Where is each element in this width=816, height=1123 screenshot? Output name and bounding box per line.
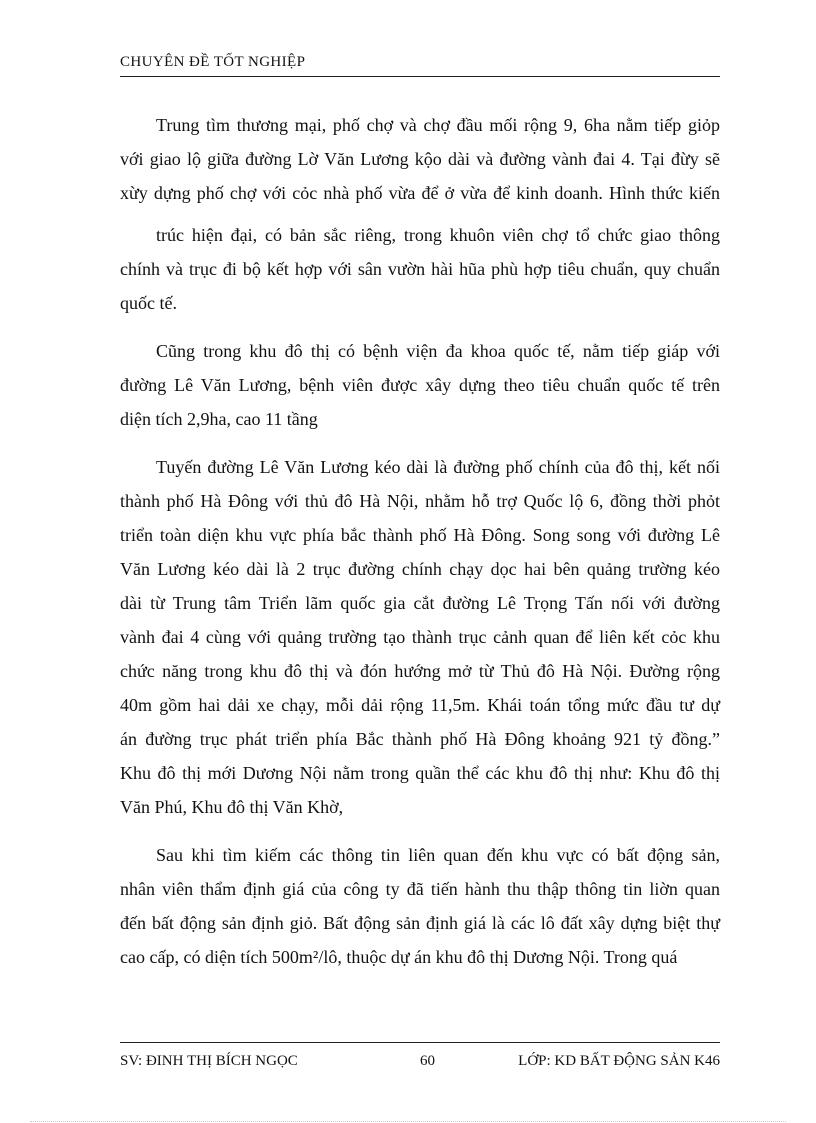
paragraph-5 [120, 838, 720, 974]
text-line: Khu đô thị mới Dương Nội nằm trong quần thể các khu đô thị như: Khu đô thị [120, 763, 720, 783]
text-line: Cũng trong khu đô thị có bệnh viện đa khoa quốc tế, nằm tiếp giáp với [156, 341, 720, 361]
text-line: diện tích 2,9ha, cao 11 tầng [120, 409, 318, 429]
page-header [120, 52, 720, 77]
text-line: án đường trục phát triển phía Bắc thành phố Hà Đông khoảng 921 tỷ đồng.” [120, 729, 720, 749]
text-line: cao cấp, có diện tích 500m²/lô, thuộc dự án khu đô thị Dương Nội. Trong quá [120, 947, 678, 967]
text-line: Tuyến đường Lê Văn Lương kéo dài là đường phố chính của đô thị, kết nối [156, 457, 720, 477]
footer-student-name: SV: ĐINH THỊ BÍCH NGỌC [120, 1053, 298, 1069]
text-line: đường Lê Văn Lương, bệnh viên được xây dựng theo tiêu chuẩn quốc tế trên [120, 375, 720, 395]
text-line: Văn Lương kéo dài là 2 trục đường chính chạy dọc hai bên quảng trường kéo [120, 559, 720, 579]
text-line: thành phố Hà Đông với thủ đô Hà Nội, nhằm hỗ trợ Quốc lộ 6, đồng thời phỏt [120, 491, 720, 511]
paragraph-1 [120, 108, 720, 210]
paragraph-4 [120, 450, 720, 824]
text-line: Sau khi tìm kiếm các thông tin liên quan đến khu vực có bất động sản, [156, 845, 720, 865]
document-body [120, 108, 720, 974]
text-line: Văn Phú, Khu đô thị Văn Khờ, [120, 797, 344, 817]
paragraph-3 [120, 334, 720, 436]
text-line: nhân viên thẩm định giá của công ty đã tiến hành thu thập thông tin liờn quan [120, 879, 720, 899]
text-line: trúc hiện đại, có bản sắc riêng, trong khuôn viên chợ tổ chức giao thông [156, 225, 720, 245]
text-line: Trung tìm thương mại, phố chợ và chợ đầu mối rộng 9, 6ha nằm tiếp giỏp [156, 115, 720, 135]
footer-class-name: LỚP: KD BẤT ĐỘNG SẢN K46 [518, 1053, 720, 1069]
page-bottom-divider [30, 1121, 786, 1122]
text-line: chức năng trong khu đô thị và đón hướng mở từ Thủ đô Hà Nội. Đường rộng [120, 661, 720, 681]
paragraph-2 [120, 218, 720, 320]
text-line: triển toàn diện khu vực phía bắc thành phố Hà Đông. Song song với đường Lê [120, 525, 720, 545]
page-number: 60 [420, 1053, 435, 1069]
text-line: với giao lộ giữa đường Lờ Văn Lương kộo dài và đường vành đai 4. Tại đừy sẽ [120, 149, 720, 169]
text-line: quốc tế. [120, 293, 177, 313]
page-footer [120, 1042, 720, 1083]
text-line: chính và trục đi bộ kết hợp với sân vườn hài hũa phù hợp tiêu chuẩn, quy chuẩn [120, 259, 720, 279]
text-line: xừy dựng phố chợ với cỏc nhà phố vừa để ở vừa để kinh doanh. Hình thức kiến [120, 183, 720, 203]
text-line: 40m gồm hai dải xe chạy, mỗi dải rộng 11,5m. Khái toán tổng mức đầu tư dự [120, 695, 720, 715]
text-line: vành đai 4 cùng với quảng trường tạo thành trục cảnh quan để liên kết cỏc khu [120, 627, 720, 647]
text-line: đến bất động sản định giỏ. Bất động sản định giá là các lô đất xây dựng biệt thự [120, 913, 720, 933]
header-title: CHUYÊN ĐỀ TỐT NGHIỆP [120, 54, 306, 70]
text-line: dài từ Trung tâm Triển lãm quốc gia cắt đường Lê Trọng Tấn nối với đường [120, 593, 720, 613]
